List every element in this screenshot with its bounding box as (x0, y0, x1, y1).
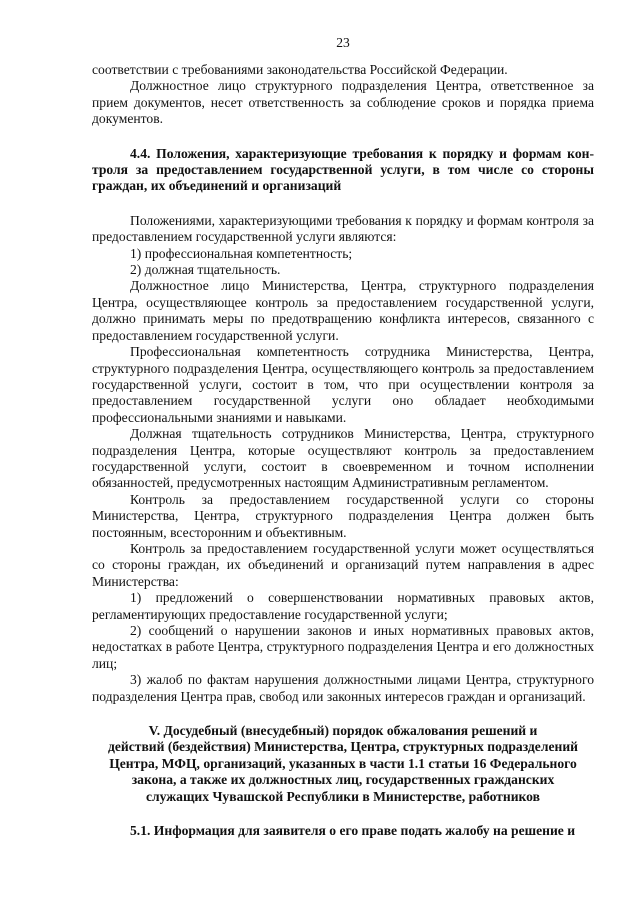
paragraph: Должностное лицо Министерства, Центра, структурного подразделения Центра, осуществляющее контроль за предоставлением государственной услуги, должно принимать меры по предотвращению конфликта интересов, связанного с предоставлением государственной услуги. (92, 278, 594, 343)
heading-line: закона, а также их должностных лиц, государственных гражданских (131, 772, 555, 788)
list-item: 2) сообщений о нарушении законов и иных нормативных правовых актов, недостатках в работе Центра, структурного подразделения Центра и его должностных лиц; (92, 623, 594, 671)
paragraph: Контроль за предоставлением государственной услуги может осуществляться со стороны граждан, их объединений и организаций путем направления в адрес Министерства: (92, 540, 594, 589)
paragraph: соответствии с требованиями законодательства Российской Федерации. (92, 62, 508, 77)
section-heading-5 (92, 723, 594, 805)
heading-line: действий (бездействия) Министерства, Центра, структурных подразделений (107, 739, 578, 755)
paragraph: Контроль за предоставлением государственной услуги со стороны Министерства, Центра, структурного подразделения Центра должен быть постоянным, всесторонним и объективным. (92, 491, 594, 540)
list-item: 2) должная тщательность. (130, 262, 281, 278)
section-heading-5-1: 5.1. Информация для заявителя о его праве подать жалобу на решение и (130, 823, 576, 839)
list-item: 3) жалоб по фактам нарушения должностными лицами Центра, структурного подразделения Центра прав, свобод или законных интересов граждан и организаций. (92, 672, 594, 704)
list-item: 1) предложений о совершенствовании нормативных правовых актов, регламентирующих предоставление государственной услуги; (92, 590, 594, 622)
paragraph: Профессиональная компетентность сотрудника Министерства, Центра, структурного подразделения Центра, осуществляющего контроль за предоставлением государственной услуги, состоит в том, что при осуществлении контроля за предоставлением государственной услуги оно обладает необходимыми профессиональными знаниями и навыками. (92, 344, 594, 425)
paragraph: Должностное лицо структурного подразделения Центра, ответственное за прием документов, несет ответственность за соблюдение сроков и порядка приема документов. (92, 78, 594, 127)
paragraph: Должная тщательность сотрудников Министерства, Центра, структурного подразделения Центра, которые осуществляют контроль за предоставлением государственной услуги, состоит в своевременном и точном исполнении обязанностей, предусмотренных настоящим Административным регламентом. (92, 426, 594, 491)
heading-line: Центра, МФЦ, организаций, указанных в части 1.1 статьи 16 Федерального (109, 755, 577, 771)
page-number: 23 (336, 35, 350, 50)
list-item: 1) профессиональная компетентность; (130, 245, 353, 261)
heading-line: служащих Чувашской Республики в Министерстве, работников (146, 788, 540, 804)
heading-line: V. Досудебный (внесудебный) порядок обжалования решений и (148, 723, 538, 739)
section-heading-4-4: 4.4. Положения, характеризующие требования к порядку и формам кон-троля за предоставлением государственной услуги, в том числе со стороны граждан, их объединений и организаций (92, 145, 594, 194)
page-content (92, 62, 594, 839)
paragraph: Положениями, характеризующими требования к порядку и формам контроля за предоставлением государственной услуги являются: (92, 212, 594, 245)
